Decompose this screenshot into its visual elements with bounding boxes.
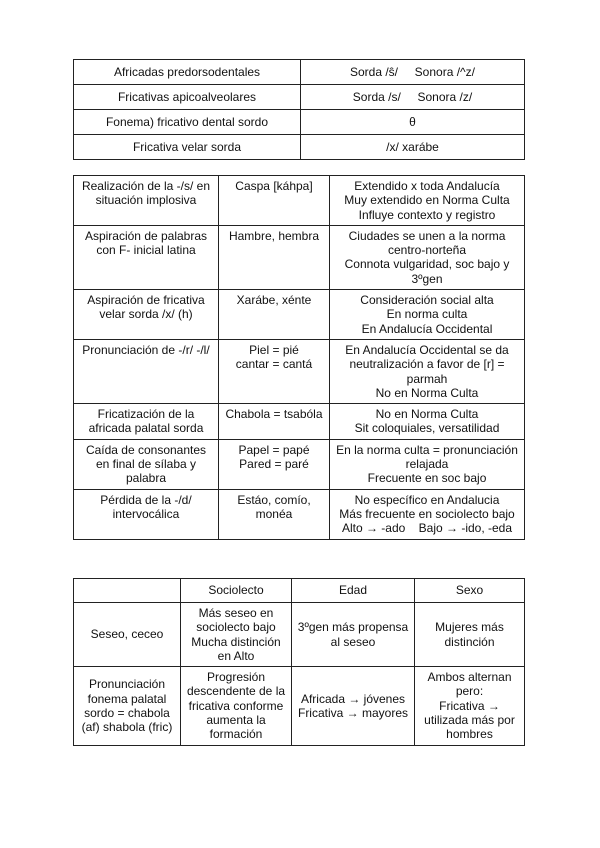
socio-label-cell-line: Pronunciación: [88, 677, 166, 692]
phenomenon-cell-line: intervocálica: [112, 506, 180, 521]
notes-cell-line: Sit coloquiales, versatilidad: [354, 421, 500, 436]
header-empty: [74, 579, 181, 603]
sociolecto-cell-line: en Alto: [217, 648, 255, 663]
example-cell-line: Chabola = tsabóla: [225, 407, 323, 422]
phoneme-row: [74, 85, 525, 110]
phoneme-row: [74, 110, 525, 135]
example-cell: [219, 290, 330, 340]
example-cell-line: monéa: [255, 506, 293, 521]
phenomenon-row: [74, 176, 525, 226]
phenomenon-row: [74, 439, 525, 489]
phenomenon-cell: [74, 225, 219, 289]
phenomenon-cell-line: africada palatal sorda: [88, 421, 204, 436]
notes-cell: [330, 404, 525, 440]
socio-label-cell: [74, 603, 181, 667]
phenomenon-cell-line: Caída de consonantes: [85, 442, 207, 457]
socio-label-cell-line: fonema palatal: [87, 691, 167, 706]
sexo-cell-line: utilizada más por: [424, 713, 515, 728]
sexo-cell-line: Ambos alternan: [427, 670, 512, 685]
phoneme-feature: Fricativas apicoalveolares: [74, 85, 301, 110]
example-cell-line: Xarábe, xénte: [236, 293, 312, 308]
phoneme-feature: Africadas predorsodentales: [74, 60, 301, 85]
sexo-cell-line: pero:: [455, 684, 484, 699]
notes-cell-line: Muy extendido en Norma Culta: [344, 193, 510, 208]
socio-label-cell-line: Seseo, ceceo: [90, 627, 164, 642]
notes-cell-line: En la norma culta = pronunciación: [336, 442, 518, 457]
edad-cell: [292, 667, 415, 745]
socio-label-cell: [74, 667, 181, 745]
notes-cell-line: No en Norma Culta: [375, 407, 479, 422]
header-sexo: Sexo: [415, 579, 525, 603]
phenomenon-cell-line: Realización de la -/s/ en: [81, 179, 211, 193]
phoneme-row: [74, 135, 525, 160]
notes-cell-line: En Andalucía Occidental se da: [345, 342, 509, 357]
notes-cell: [330, 225, 525, 289]
edad-cell: [292, 603, 415, 667]
phenomenon-cell: [74, 176, 219, 226]
notes-cell-line: neutralización a favor de [r] =: [349, 357, 505, 372]
phenomenon-cell-line: Pérdida de la -/d/: [100, 492, 192, 507]
example-cell: [219, 339, 330, 403]
example-cell-line: Papel = papé: [238, 442, 310, 457]
example-cell-line: cantar = cantá: [235, 357, 313, 372]
header-row: [74, 579, 525, 603]
example-cell: [219, 404, 330, 440]
example-cell: [219, 176, 330, 226]
notes-cell-line: En norma culta: [386, 307, 468, 322]
phenomenon-cell-line: en final de sílaba y: [95, 457, 197, 472]
phoneme-row: [74, 60, 525, 85]
sociolecto-cell: [181, 603, 292, 667]
sexo-cell-line: distinción: [444, 634, 495, 649]
phoneme-feature: Fonema) fricativo dental sordo: [74, 110, 301, 135]
notes-cell-line: No específico en Andalucia: [354, 492, 500, 507]
sexo-cell: [415, 667, 525, 745]
phenomenon-cell-line: con F- inicial latina: [96, 243, 196, 258]
example-cell: [219, 225, 330, 289]
sociolecto-cell-line: Progresión: [206, 670, 266, 685]
notes-cell-line: Ciudades se unen a la norma: [348, 228, 506, 243]
edad-cell-line: 3ºgen más propensa: [297, 620, 409, 635]
socio-label-cell-line: sordo = chabola: [84, 705, 170, 720]
notes-cell: [330, 339, 525, 403]
phenomenon-cell-line: palabra: [125, 471, 167, 486]
notes-cell-line: Alto → -ado Bajo → -ido, -eda: [341, 521, 513, 536]
sociolecto-cell-line: Más seseo en: [198, 606, 274, 620]
phenomenon-cell-line: Fricatización de la: [97, 407, 195, 422]
example-cell-line: Hambre, hembra: [228, 228, 320, 243]
sociolecto-cell-line: fricativa conforme: [188, 698, 284, 713]
sociolecto-cell-line: Mucha distinción: [191, 634, 281, 649]
sociolecto-cell-line: descendente de la: [186, 684, 286, 699]
notes-cell-line: No en Norma Culta: [375, 385, 479, 400]
phoneme-feature: Fricativa velar sorda: [74, 135, 301, 160]
phoneme-value: Sorda /s/ Sonora /z/: [301, 85, 525, 110]
sociolecto-cell-line: sociolecto bajo: [196, 620, 276, 635]
notes-cell: [330, 290, 525, 340]
edad-cell-line: Africada → jóvenes: [300, 691, 406, 706]
notes-cell-line: centro-norteña: [387, 243, 467, 258]
notes-cell: [330, 439, 525, 489]
example-cell-line: Caspa [káhpa]: [235, 179, 313, 193]
edad-cell-line: Fricativa → mayores: [297, 705, 409, 720]
phonemes-table: [73, 59, 525, 160]
sociolecto-cell-line: aumenta la: [206, 713, 266, 728]
phenomenon-cell-line: velar sorda /x/ (h): [99, 307, 193, 322]
phenomenon-cell: [74, 290, 219, 340]
sociolecto-cell: [181, 667, 292, 745]
phenomenon-cell-line: situación implosiva: [95, 193, 197, 208]
phoneme-value: Sorda /ŝ/ Sonora /^z/: [301, 60, 525, 85]
notes-cell-line: Connota vulgaridad, soc bajo y: [344, 257, 510, 272]
sexo-cell: [415, 603, 525, 667]
phenomenon-row: [74, 290, 525, 340]
phenomenon-cell-line: Pronunciación de -/r/ -/l/: [82, 342, 210, 357]
phenomenon-cell-line: Aspiración de fricativa: [87, 293, 205, 308]
notes-cell-line: Más frecuente en sociolecto bajo: [339, 506, 515, 521]
socio-label-cell-line: (af) shabola (fric): [81, 720, 173, 735]
phenomenon-row: [74, 339, 525, 403]
phenomenon-cell: [74, 404, 219, 440]
example-cell-line: Piel = pié: [249, 342, 299, 357]
phenomenon-row: [74, 489, 525, 539]
phenomenon-cell: [74, 489, 219, 539]
notes-cell-line: Extendido x toda Andalucía: [354, 179, 500, 193]
notes-cell-line: Frecuente en soc bajo: [367, 471, 487, 486]
example-cell-line: Pared = paré: [239, 457, 309, 472]
phoneme-value: θ: [301, 110, 525, 135]
example-cell-line: Estáo, comío,: [237, 492, 311, 507]
notes-cell: [330, 176, 525, 226]
phenomenon-row: [74, 225, 525, 289]
notes-cell-line: Consideración social alta: [360, 293, 494, 308]
notes-cell-line: En Andalucía Occidental: [361, 321, 493, 336]
notes-cell-line: Influye contexto y registro: [358, 207, 496, 222]
edad-cell-line: al seseo: [330, 634, 376, 649]
phenomenon-row: [74, 404, 525, 440]
notes-cell-line: 3ºgen: [411, 271, 443, 286]
notes-cell: [330, 489, 525, 539]
phenomenon-cell-line: Aspiración de palabras: [84, 228, 208, 243]
notes-cell-line: parmah: [406, 371, 448, 386]
sexo-cell-line: Mujeres más: [435, 620, 504, 635]
socio-row: [74, 603, 525, 667]
example-cell: [219, 489, 330, 539]
phenomena-table: [73, 175, 525, 540]
socio-row: [74, 667, 525, 745]
header-sociolecto: Sociolecto: [181, 579, 292, 603]
phenomenon-cell: [74, 439, 219, 489]
header-edad: Edad: [292, 579, 415, 603]
notes-cell-line: relajada: [405, 457, 449, 472]
sexo-cell-line: Fricativa →: [439, 698, 500, 713]
phoneme-value: /x/ xarábe: [301, 135, 525, 160]
example-cell: [219, 439, 330, 489]
sociolecto-cell-line: formación: [209, 727, 263, 742]
sociolinguistic-table: [73, 578, 525, 746]
phenomenon-cell: [74, 339, 219, 403]
sexo-cell-line: hombres: [446, 727, 493, 742]
